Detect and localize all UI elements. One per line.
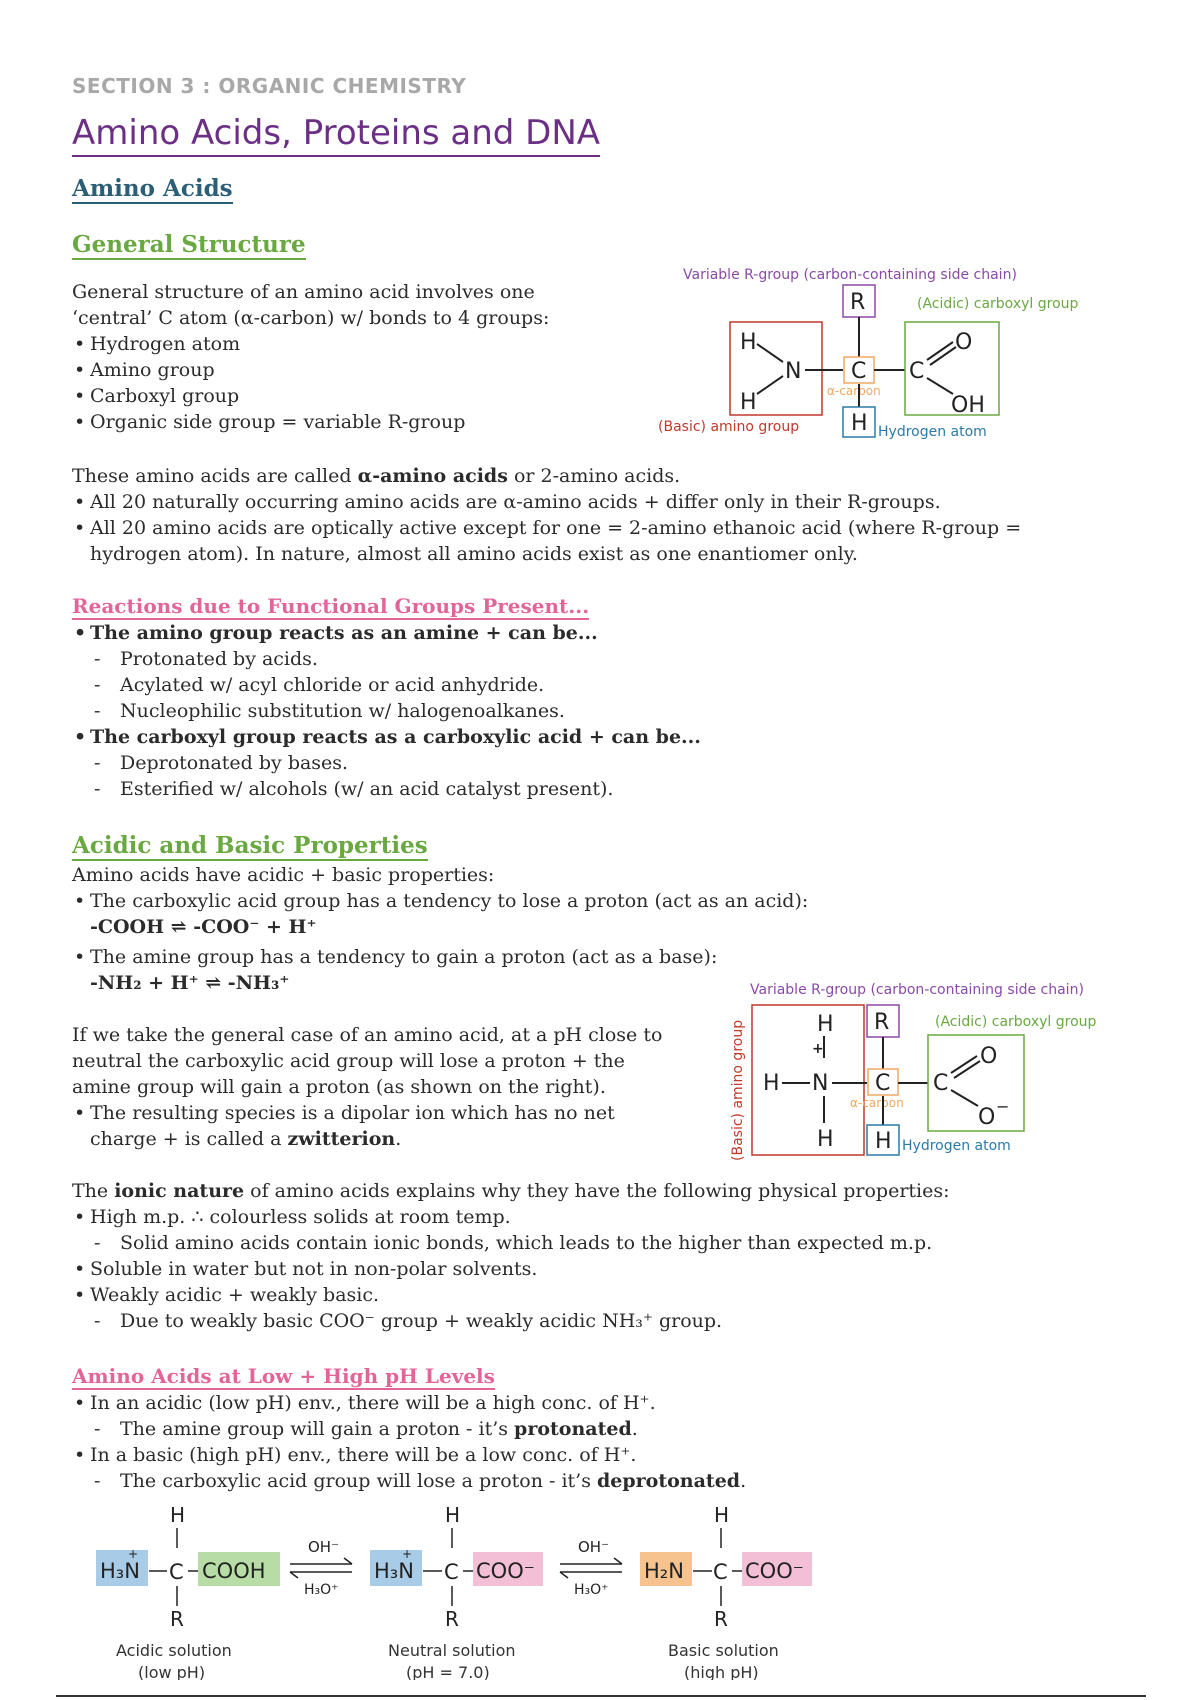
reactions-heading: Reactions due to Functional Groups Present... [72, 594, 590, 618]
oh-label: OH⁻ [308, 1538, 340, 1556]
list-item: • High m.p. ∴ colourless solids at room temp. [72, 1204, 1152, 1230]
atom-c: C [713, 1560, 728, 1584]
atom-r: R [714, 1607, 728, 1631]
general-structure-heading: General Structure [72, 231, 306, 258]
text-line: These amino acids are called α-amino acids or 2-amino acids. [72, 465, 681, 487]
atom-c: C [169, 1560, 184, 1584]
atom-c: C [909, 359, 925, 384]
sub-item: - The carboxylic acid group will lose a proton - it’s deprotonated. [72, 1468, 1072, 1494]
plus-charge: + [128, 1547, 139, 1561]
list-item: • Organic side group = variable R-group [72, 409, 632, 435]
atom-n: N [785, 359, 802, 384]
zwitterion-text [72, 1022, 732, 1152]
sub-item: - Acylated w/ acyl chloride or acid anhydride. [72, 672, 972, 698]
h3o-label: H₃O⁺ [304, 1582, 339, 1598]
basic-label: Basic solution [668, 1641, 779, 1660]
alpha-carbon-label: α-carbon [827, 384, 881, 398]
acid-base-heading: Acidic and Basic Properties [72, 832, 428, 859]
atom-r: R [850, 290, 866, 315]
atom-h: H [763, 1071, 780, 1096]
list-item: • Hydrogen atom [72, 331, 632, 357]
list-item: • All 20 naturally occurring amino acids are α-amino acids + differ only in their R-groups. [72, 489, 1152, 515]
footer-divider [56, 1695, 1146, 1697]
list-item-continued: charge + is called a zwitterion. [90, 1128, 402, 1150]
carboxylate-group: COO⁻ [745, 1559, 804, 1583]
amine-group: H₃N [374, 1559, 414, 1583]
carboxyl-group-label: (Acidic) carboxyl group [935, 1014, 1097, 1030]
list-item: • Soluble in water but not in non-polar solvents. [72, 1256, 1152, 1282]
minus-charge: − [996, 1097, 1010, 1116]
reactions-text [72, 620, 972, 802]
text-line: The ionic nature of amino acids explains why they have the following physical properties: [72, 1180, 950, 1202]
text-line: neutral the carboxylic acid group will lose a proton + the [72, 1050, 625, 1072]
amine-group: H₃N [100, 1559, 140, 1583]
alpha-carbon-label: α-carbon [850, 1096, 904, 1110]
zwitterion-diagram [730, 978, 1150, 1163]
atom-o: O [978, 1105, 996, 1130]
atom-h: H [851, 411, 868, 436]
ph-levels-text [72, 1390, 1072, 1494]
general-structure-text [72, 279, 632, 435]
acidic-sublabel: (low pH) [138, 1663, 206, 1680]
list-item: • In an acidic (low pH) env., there will be a high conc. of H⁺. [72, 1390, 1072, 1416]
sub-item: - Deprotonated by bases. [72, 750, 972, 776]
atom-h: H [875, 1129, 892, 1154]
list-item: • Amino group [72, 357, 632, 383]
plus-charge: + [812, 1041, 824, 1057]
list-item: • All 20 amino acids are optically active except for one = 2-amino ethanoic acid (where R-group = [72, 515, 1152, 541]
h3o-label: H₃O⁺ [574, 1582, 609, 1598]
atom-c: C [933, 1071, 949, 1096]
list-item: • The carboxyl group reacts as a carboxylic acid + can be... [72, 724, 972, 750]
atom-h: H [445, 1503, 461, 1527]
list-item-continued: hydrogen atom). In nature, almost all amino acids exist as one enantiomer only. [90, 543, 858, 565]
text-line: Amino acids have acidic + basic properties: [72, 864, 495, 886]
atom-r: R [874, 1010, 890, 1035]
carboxyl-group-label: (Acidic) carboxyl group [917, 296, 1079, 312]
atom-h: H [740, 330, 757, 355]
atom-oh: OH [951, 393, 985, 418]
sub-item: - Solid amino acids contain ionic bonds, which leads to the higher than expected m.p. [72, 1230, 1152, 1256]
amine-group: H₂N [644, 1559, 684, 1583]
r-group-label: Variable R-group (carbon-containing side chain) [683, 267, 1017, 283]
ph-equilibrium-diagram [90, 1500, 1100, 1680]
oh-label: OH⁻ [578, 1538, 610, 1556]
amino-group-label: (Basic) amino group [658, 419, 800, 435]
atom-c: C [875, 1071, 891, 1096]
r-group-label: Variable R-group (carbon-containing side chain) [750, 982, 1084, 998]
hydrogen-atom-label: Hydrogen atom [878, 424, 987, 440]
neutral-sublabel: (pH = 7.0) [406, 1663, 490, 1680]
ionic-nature-text [72, 1178, 1152, 1334]
sub-item: - Esterified w/ alcohols (w/ an acid catalyst present). [72, 776, 972, 802]
section-label: SECTION 3 : ORGANIC CHEMISTRY [72, 74, 467, 98]
list-item: • The amine group has a tendency to gain a proton (act as a base): [72, 944, 1072, 970]
sub-item: - The amine group will gain a proton - it’s protonated. [72, 1416, 1072, 1442]
hydrogen-atom-label: Hydrogen atom [902, 1138, 1011, 1154]
list-item: • In a basic (high pH) env., there will be a low conc. of H⁺. [72, 1442, 1072, 1468]
alpha-amino-text [72, 463, 1152, 567]
ph-levels-heading: Amino Acids at Low + High pH Levels [72, 1364, 495, 1388]
acid-base-text [72, 862, 1072, 996]
amino-acids-heading: Amino Acids [72, 175, 233, 202]
amino-acid-structure-diagram [655, 262, 1125, 442]
carboxyl-group: COOH [202, 1559, 266, 1583]
atom-h: H [817, 1012, 834, 1037]
atom-n: N [812, 1071, 829, 1096]
atom-c: C [851, 359, 867, 384]
list-item: • The carboxylic acid group has a tendency to lose a proton (act as an acid): [72, 888, 1072, 914]
atom-r: R [170, 1607, 184, 1631]
intro-line: General structure of an amino acid involves one [72, 281, 535, 303]
text-line: If we take the general case of an amino acid, at a pH close to [72, 1024, 663, 1046]
neutral-label: Neutral solution [388, 1641, 516, 1660]
sub-item: - Protonated by acids. [72, 646, 972, 672]
list-item: • Carboxyl group [72, 383, 632, 409]
text-line: amine group will gain a proton (as shown on the right). [72, 1076, 606, 1098]
carboxylate-group: COO⁻ [476, 1559, 535, 1583]
atom-h: H [714, 1503, 730, 1527]
plus-charge: + [402, 1547, 413, 1561]
atom-h: H [170, 1503, 186, 1527]
intro-line: ‘central’ C atom (α-carbon) w/ bonds to 4 groups: [72, 307, 550, 329]
acidic-label: Acidic solution [116, 1641, 232, 1660]
list-item: • Weakly acidic + weakly basic. [72, 1282, 1152, 1308]
atom-r: R [445, 1607, 459, 1631]
equation: -NH₂ + H⁺ ⇌ -NH₃⁺ [90, 972, 290, 994]
equation: -COOH ⇌ -COO⁻ + H⁺ [90, 916, 317, 938]
atom-o: O [980, 1044, 998, 1069]
sub-item: - Due to weakly basic COO⁻ group + weakly acidic NH₃⁺ group. [72, 1308, 1152, 1334]
atom-c: C [444, 1560, 459, 1584]
amino-group-label: (Basic) amino group [730, 1019, 746, 1161]
atom-h: H [817, 1127, 834, 1152]
atom-h: H [740, 390, 757, 415]
atom-o: O [955, 330, 973, 355]
sub-item: - Nucleophilic substitution w/ halogenoalkanes. [72, 698, 972, 724]
page-title: Amino Acids, Proteins and DNA [72, 113, 600, 157]
list-item: • The resulting species is a dipolar ion which has no net [72, 1100, 732, 1126]
list-item: • The amino group reacts as an amine + can be... [72, 620, 972, 646]
basic-sublabel: (high pH) [684, 1663, 759, 1680]
